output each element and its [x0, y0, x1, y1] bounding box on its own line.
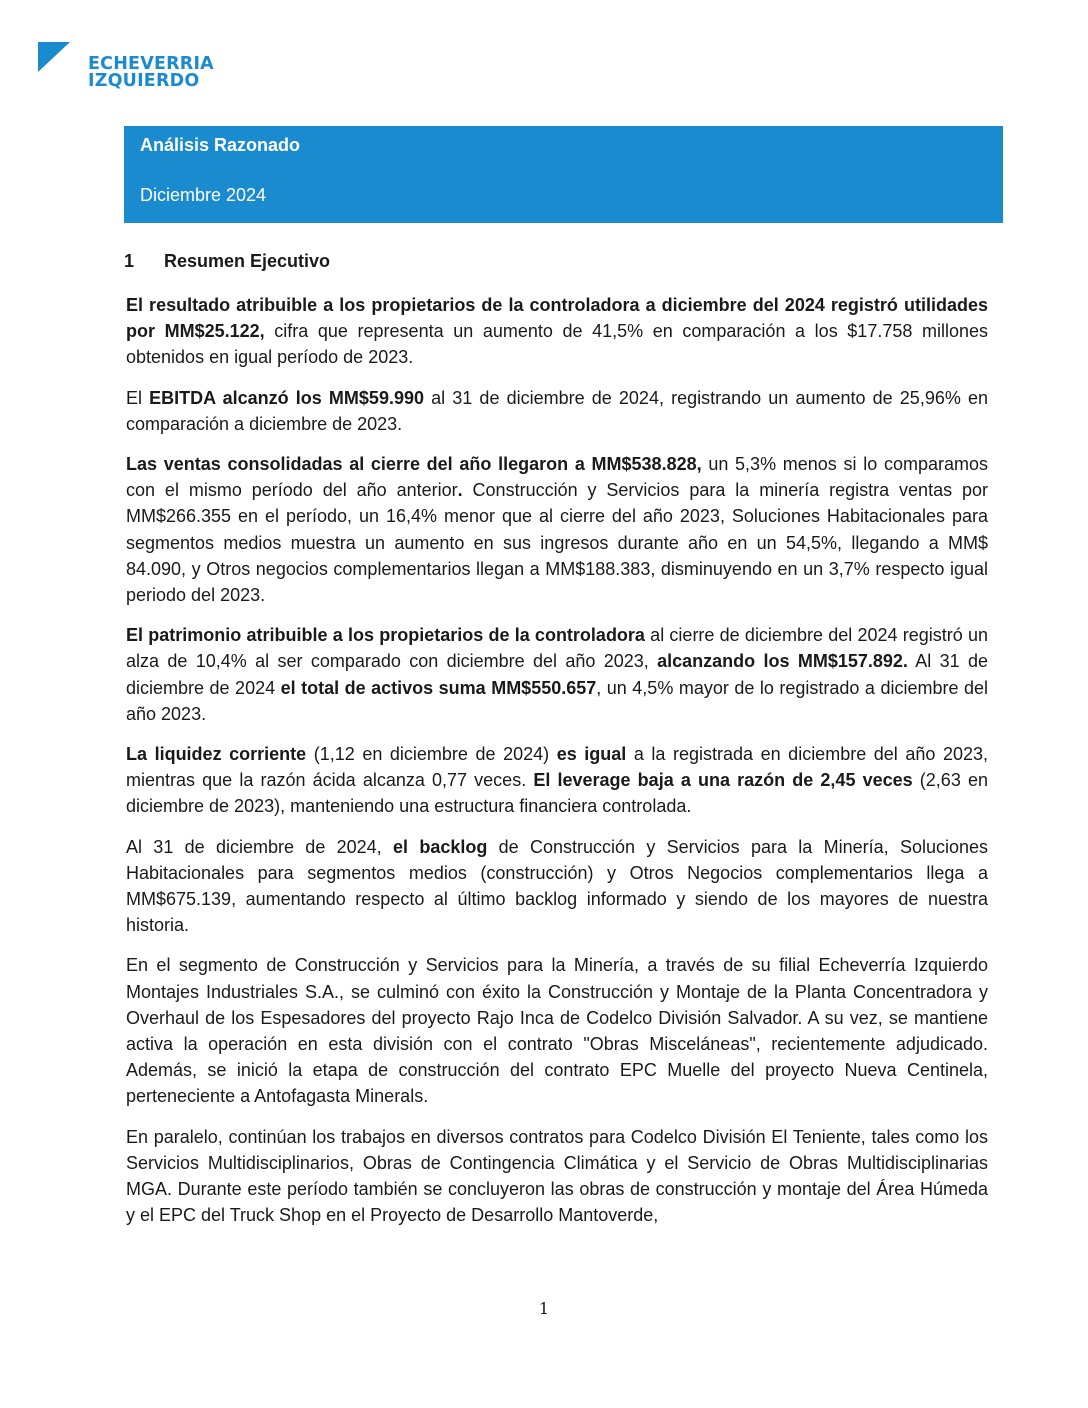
text-run: Construcción y Servicios para la minería registra ventas por MM$266.355 en el período, un 16,4% menor que al cierre del año 2023, Soluciones Habitacionales para segmentos medios muestra un aumento en sus ingresos durante año en un 54,5%, llegando a MM$ 84.090, y Otros negocios complementarios llegan a MM$188.383, disminuyendo en un 3,7% respecto igual periodo del 2023.: [126, 480, 989, 606]
section-number: 1: [124, 251, 135, 271]
text-run: El: [126, 387, 150, 408]
text-run: (1,12 en diciembre de 2024): [306, 744, 557, 765]
paragraph-net-income: [126, 292, 988, 371]
logo-triangle-icon: [38, 42, 70, 72]
section-title: Resumen Ejecutivo: [164, 251, 331, 271]
text-run: cifra que representa un aumento de 41,5% en comparación a los $17.758 millones obtenidos en igual período de 2023.: [126, 321, 988, 368]
text-run: En paralelo, continúan los trabajos en diversos contratos para Codelco División El Teniente, tales como los Servicios Multidisciplinarios, Obras de Contingencia Climática y el Servicio de Obras Multidisciplinarias MGA. Durante este período también se concluyeron las obras de construcción y montaje del Área Húmeda y el EPC del Truck Shop en el Proyecto de Desarrollo Mantoverde,: [126, 1126, 988, 1226]
text-run: , un 4,5% mayor de lo registrado a diciembre del año 2023.: [126, 677, 988, 724]
paragraph-liquidity-leverage: [126, 741, 988, 820]
text-run: Al 31 de diciembre de 2024: [126, 651, 988, 698]
bold-text-run: El patrimonio atribuible a los propietarios de la controladora: [126, 625, 645, 646]
bold-text-run: alcanzando los MM$157.892.: [657, 651, 908, 672]
paragraph-sales: [126, 451, 988, 608]
bold-text-run: Las ventas consolidadas al cierre del año llegaron a MM$538.828,: [126, 454, 702, 475]
logo-line-2: IZQUIERDO: [88, 71, 200, 91]
text-run: de Construcción y Servicios para la Minería, Soluciones Habitacionales para segmentos medios (construcción) y Otros Negocios complementarios llega a MM$675.139, aumentando respecto al último backlog informado y siendo de los mayores de nuestra historia.: [126, 836, 989, 936]
company-logo: [38, 42, 238, 98]
section-heading: [124, 251, 330, 272]
text-run: En el segmento de Construcción y Servicios para la Minería, a través de su filial Echeverría Izquierdo Montajes Industriales S.A., se culminó con éxito la Construcción y Montaje de la Planta Concentradora y Overhaul de los Espesadores del proyecto Rajo Inca de Codelco División Salvador. A su vez, se mantiene activa la operación en esta división con el contrato "Obras Misceláneas", recientemente adjudicado. Además, se inició la etapa de construcción del contrato EPC Muelle del proyecto Nueva Centinela, perteneciente a Antofagasta Minerals.: [126, 955, 988, 1107]
bold-text-run: El resultado atribuible a los propietarios de la controladora a diciembre del 2024 registró utilidades por MM$25.122,: [126, 295, 988, 342]
bold-text-run: el total de activos suma MM$550.657: [280, 677, 597, 698]
text-run: Al 31 de diciembre de 2024,: [126, 836, 393, 857]
text-run: un 5,3% menos si lo comparamos con el mismo período del año anterior: [126, 454, 988, 501]
paragraph-equity-assets: [126, 622, 988, 727]
paragraph-mining-segment: [126, 952, 988, 1109]
logo-wordmark: [88, 56, 214, 90]
paragraph-backlog: [126, 834, 988, 939]
report-period: Diciembre 2024: [140, 185, 267, 205]
paragraph-ebitda: [126, 385, 988, 437]
paragraph-el-teniente: [126, 1124, 988, 1229]
bold-text-run: es igual: [556, 744, 627, 765]
report-title: Análisis Razonado: [140, 135, 301, 155]
text-run: (2,63 en diciembre de 2023), manteniendo una estructura financiera controlada.: [126, 770, 988, 817]
bold-text-run: EBITDA alcanzó los MM$59.990: [149, 387, 424, 408]
bold-text-run: el backlog: [393, 836, 488, 857]
report-title-banner: [124, 126, 1003, 223]
bold-text-run: La liquidez corriente: [126, 744, 307, 765]
bold-text-run: .: [457, 480, 463, 501]
text-run: al 31 de diciembre de 2024, registrando un aumento de 25,96% en comparación a diciembre de 2023.: [126, 387, 988, 434]
text-run: al cierre de diciembre del 2024 registró un alza de 10,4% al ser comparado con diciembre del año 2023,: [126, 625, 988, 672]
text-run: a la registrada en diciembre del año 2023, mientras que la razón ácida alcanza 0,77 veces.: [126, 744, 988, 791]
logo-line-1: ECHEVERRIA: [88, 54, 214, 74]
page-number: 1: [538, 1299, 550, 1318]
document-body: [126, 292, 988, 1243]
bold-text-run: El leverage baja a una razón de 2,45 veces: [533, 770, 913, 791]
